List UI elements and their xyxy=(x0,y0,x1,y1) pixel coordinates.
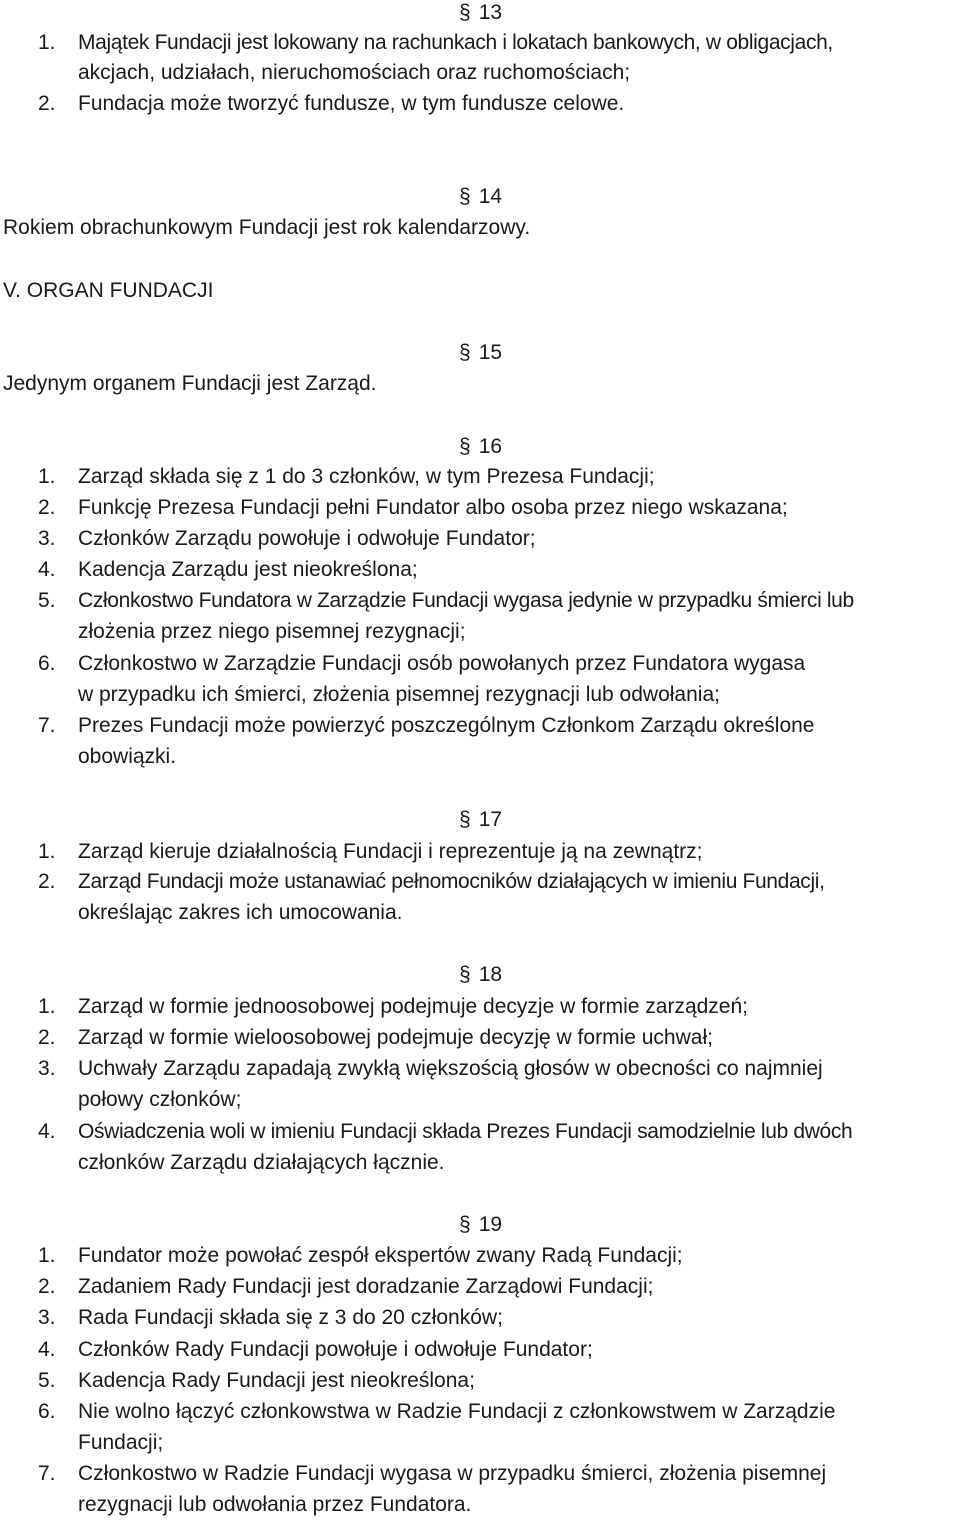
list-item-text: Członkostwo Fundatora w Zarządzie Fundacji wygasa jedynie w przypadku śmierci lub xyxy=(78,589,854,612)
list-item-text: Członkostwo w Zarządzie Fundacji osób powołanych przez Fundatora wygasa xyxy=(78,652,806,675)
list-item-number: 1. xyxy=(38,31,56,54)
list-item-text: Oświadczenia woli w imieniu Fundacji składa Prezes Fundacji samodzielnie lub dwóch xyxy=(78,1120,853,1143)
section-heading-13 xyxy=(459,0,502,26)
list-item-number: 4. xyxy=(38,558,56,581)
list-item-number: 1. xyxy=(38,995,56,1018)
section-symbol: § xyxy=(459,963,471,986)
list-item-text: Członków Rady Fundacji powołuje i odwołuje Fundator; xyxy=(78,1338,593,1361)
chapter-heading: V. ORGAN FUNDACJI xyxy=(3,279,214,302)
list-item-number: 2. xyxy=(38,92,56,115)
list-item-text: Fundator może powołać zespół ekspertów zwany Radą Fundacji; xyxy=(78,1244,683,1267)
list-item-number: 7. xyxy=(38,1462,56,1485)
section-heading-16 xyxy=(459,434,502,460)
list-item-text: akcjach, udziałach, nieruchomościach oraz ruchomościach; xyxy=(78,61,631,84)
section-number: 14 xyxy=(478,185,503,208)
section-heading-19 xyxy=(459,1212,502,1238)
list-item-number: 3. xyxy=(38,1306,56,1329)
list-item-text: Zarząd składa się z 1 do 3 członków, w tym Prezesa Fundacji; xyxy=(78,465,655,488)
section-heading-17 xyxy=(459,807,502,833)
list-item-text: Zarząd Fundacji może ustanawiać pełnomocników działających w imieniu Fundacji, xyxy=(78,870,825,893)
list-item-number: 4. xyxy=(38,1120,56,1143)
list-item-text: określając zakres ich umocowania. xyxy=(78,901,403,924)
section-number: 13 xyxy=(478,1,503,24)
list-item-text: członków Zarządu działających łącznie. xyxy=(78,1151,445,1174)
section-symbol: § xyxy=(459,1,471,24)
list-item-number: 3. xyxy=(38,527,56,550)
section-number: 17 xyxy=(478,808,503,831)
section-symbol: § xyxy=(459,1213,471,1236)
list-item-number: 6. xyxy=(38,652,56,675)
section-symbol: § xyxy=(459,185,471,208)
paragraph: Rokiem obrachunkowym Fundacji jest rok kalendarzowy. xyxy=(3,216,531,239)
list-item-text: Zarząd w formie jednoosobowej podejmuje decyzje w formie zarządzeń; xyxy=(78,995,748,1018)
list-item-text: Nie wolno łączyć członkowstwa w Radzie Fundacji z członkowstwem w Zarządzie xyxy=(78,1400,836,1423)
list-item-text: Zadaniem Rady Fundacji jest doradzanie Zarządowi Fundacji; xyxy=(78,1275,654,1298)
list-item-text: Prezes Fundacji może powierzyć poszczególnym Członkom Zarządu określone xyxy=(78,714,815,737)
list-item-number: 2. xyxy=(38,496,56,519)
list-item-number: 1. xyxy=(38,1244,56,1267)
list-item-text: Fundacji; xyxy=(78,1431,164,1454)
list-item-number: 1. xyxy=(38,465,56,488)
list-item-text: w przypadku ich śmierci, złożenia pisemnej rezygnacji lub odwołania; xyxy=(78,683,720,706)
paragraph: Jedynym organem Fundacji jest Zarząd. xyxy=(3,372,377,395)
list-item-text: rezygnacji lub odwołania przez Fundatora. xyxy=(78,1493,472,1516)
list-item-number: 5. xyxy=(38,589,56,612)
section-symbol: § xyxy=(459,808,471,831)
list-item-text: Uchwały Zarządu zapadają zwykłą większością głosów w obecności co najmniej xyxy=(78,1057,823,1080)
list-item-text: złożenia przez niego pisemnej rezygnacji; xyxy=(78,620,466,643)
list-item-text: Członkostwo w Radzie Fundacji wygasa w przypadku śmierci, złożenia pisemnej xyxy=(78,1462,827,1485)
list-item-number: 6. xyxy=(38,1400,56,1423)
section-heading-15 xyxy=(459,340,502,366)
section-number: 15 xyxy=(478,341,503,364)
section-number: 19 xyxy=(478,1213,503,1236)
section-symbol: § xyxy=(459,435,471,458)
section-number: 18 xyxy=(478,963,503,986)
list-item-number: 2. xyxy=(38,1275,56,1298)
list-item-text: obowiązki. xyxy=(78,745,177,768)
list-item-number: 4. xyxy=(38,1338,56,1361)
list-item-text: Kadencja Zarządu jest nieokreślona; xyxy=(78,558,418,581)
list-item-text: Zarząd w formie wieloosobowej podejmuje decyzję w formie uchwał; xyxy=(78,1026,713,1049)
section-symbol: § xyxy=(459,341,471,364)
list-item-number: 7. xyxy=(38,714,56,737)
list-item-text: Fundacja może tworzyć fundusze, w tym fundusze celowe. xyxy=(78,92,625,115)
list-item-number: 2. xyxy=(38,1026,56,1049)
section-number: 16 xyxy=(478,435,503,458)
list-item-text: połowy członków; xyxy=(78,1088,242,1111)
list-item-text: Kadencja Rady Fundacji jest nieokreślona; xyxy=(78,1369,475,1392)
list-item-text: Funkcję Prezesa Fundacji pełni Fundator albo osoba przez niego wskazana; xyxy=(78,496,788,519)
list-item-text: Rada Fundacji składa się z 3 do 20 członków; xyxy=(78,1306,503,1329)
section-heading-14 xyxy=(459,184,502,210)
list-item-number: 1. xyxy=(38,840,56,863)
list-item-text: Majątek Fundacji jest lokowany na rachunkach i lokatach bankowych, w obligacjach, xyxy=(78,31,833,54)
section-heading-18 xyxy=(459,962,502,988)
list-item-number: 2. xyxy=(38,870,56,893)
list-item-text: Zarząd kieruje działalnością Fundacji i reprezentuje ją na zewnątrz; xyxy=(78,840,703,863)
list-item-text: Członków Zarządu powołuje i odwołuje Fundator; xyxy=(78,527,536,550)
list-item-number: 3. xyxy=(38,1057,56,1080)
list-item-number: 5. xyxy=(38,1369,56,1392)
